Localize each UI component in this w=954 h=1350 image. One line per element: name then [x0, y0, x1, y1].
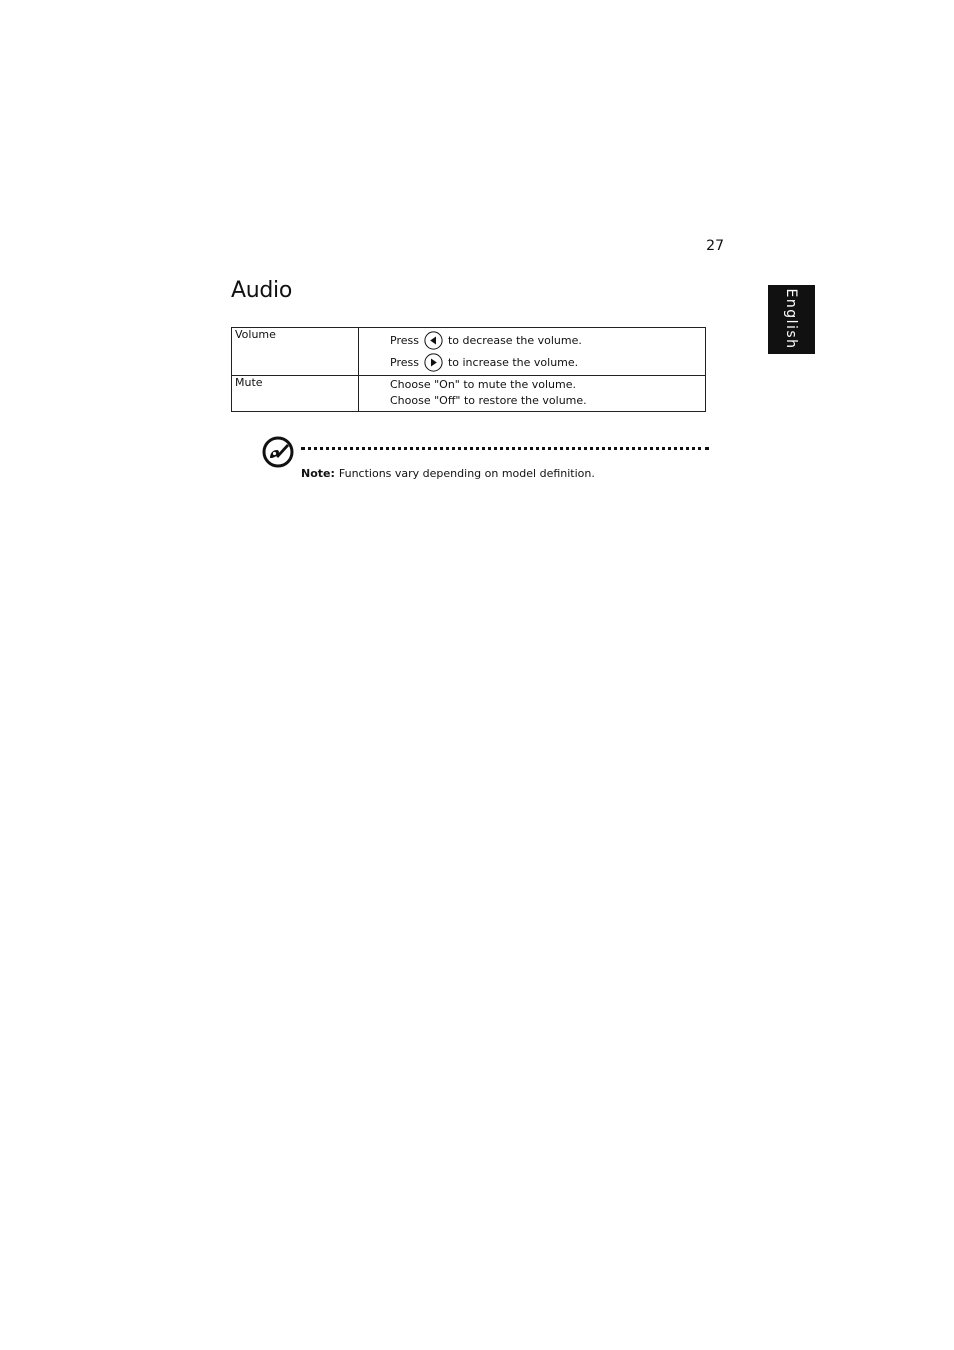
setting-name-mute: Mute: [235, 376, 263, 389]
setting-name-volume: Volume: [235, 328, 276, 341]
description-text-before: Press: [390, 333, 419, 347]
note-pen-icon: [261, 435, 295, 469]
description-text-after: to decrease the volume.: [447, 333, 582, 347]
description-line: Choose "Off" to restore the volume.: [390, 393, 587, 407]
table-row-volume: [232, 328, 706, 376]
table-row-mute: [232, 376, 706, 412]
section-heading: Audio: [231, 278, 293, 303]
setting-name-cell: [232, 376, 359, 412]
setting-description-cell: [359, 328, 706, 376]
description-text-after: to increase the volume.: [447, 355, 579, 369]
setting-description-cell: [359, 376, 706, 412]
description-line: [390, 353, 705, 371]
description-line: [390, 331, 705, 349]
description-line: Choose "On" to mute the volume.: [390, 377, 576, 391]
description-text-before: Press: [390, 355, 419, 369]
setting-name-cell: [232, 328, 359, 376]
right-arrow-key-icon: [424, 353, 443, 372]
note-label: Note:: [301, 467, 335, 480]
audio-settings-table: [231, 327, 706, 412]
language-side-tab: [768, 285, 815, 354]
note-body: Functions vary depending on model definition.: [338, 467, 595, 480]
language-tab-label: English: [783, 288, 799, 350]
page-number: 27: [706, 238, 724, 254]
note-paragraph: [301, 467, 595, 480]
note-divider: [301, 447, 709, 450]
left-arrow-key-icon: [424, 331, 443, 350]
